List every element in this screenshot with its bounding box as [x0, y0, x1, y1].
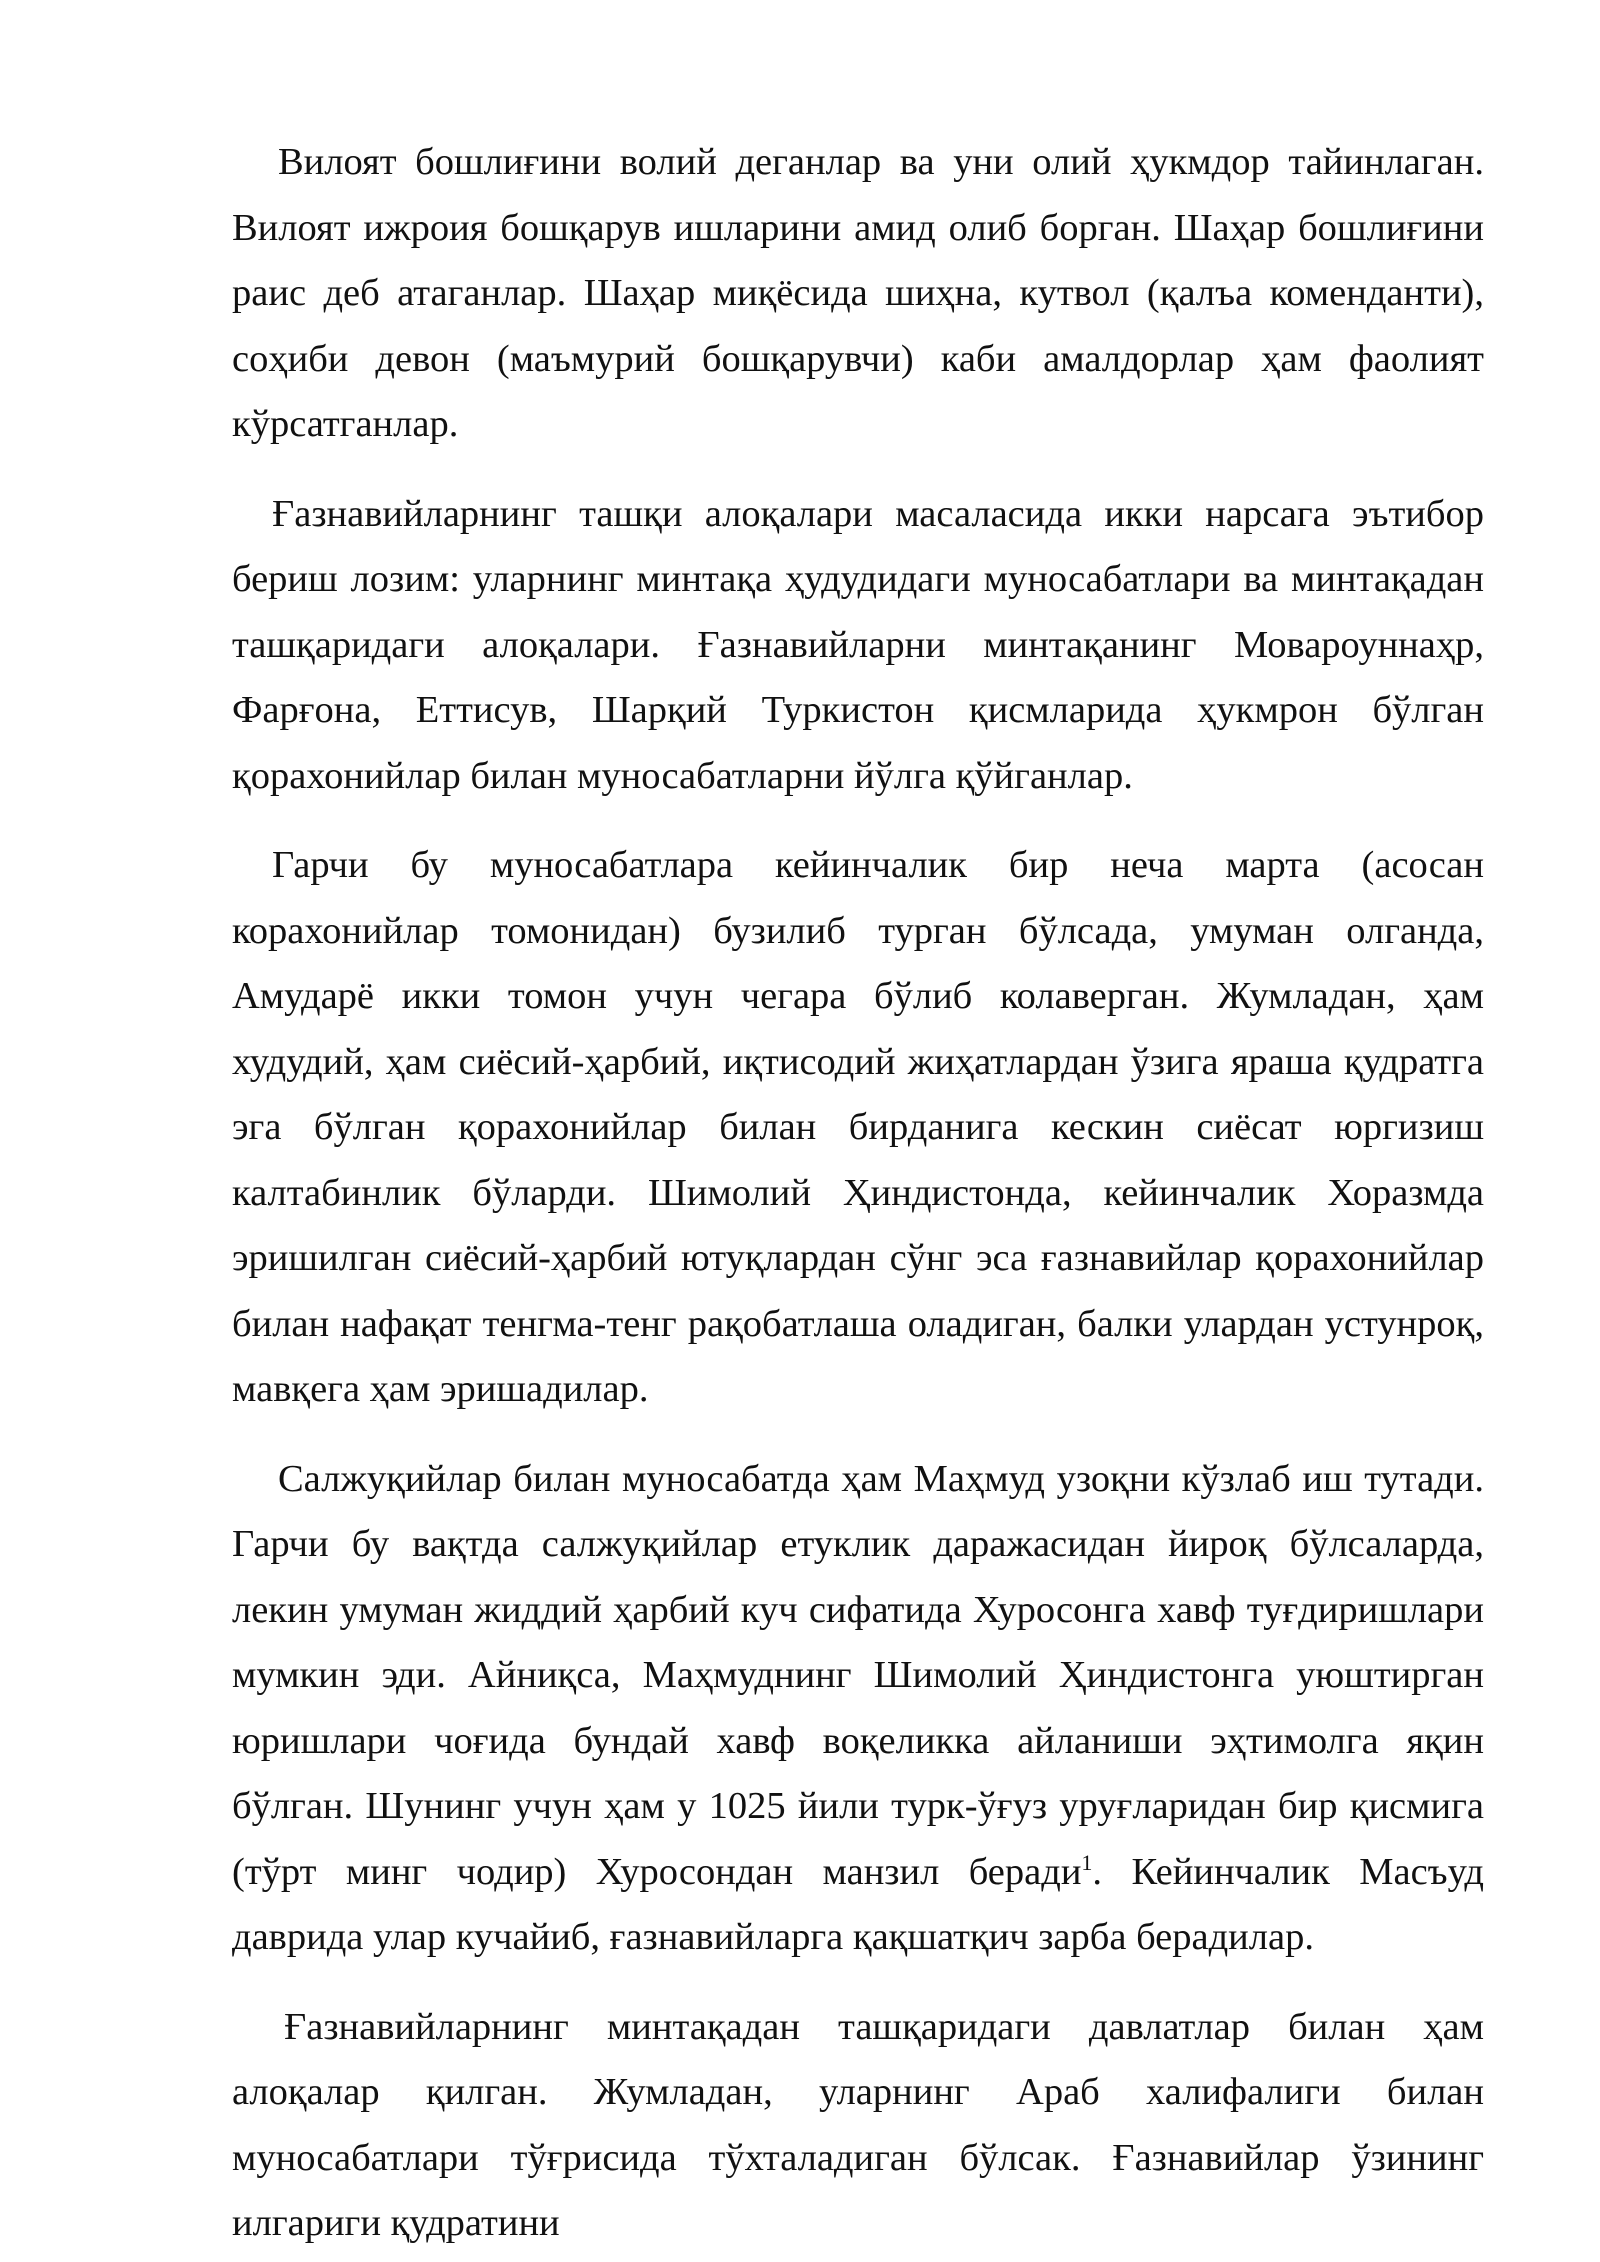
paragraph-foreign-relations: Ғазнавийларнинг ташқи алоқалари масаласида икки нарсага эътибор бериш лозим: уларнинг минтақа ҳудудидаги муносабатлари ва минтақадан ташқаридаги алоқалари. Ғазнавийларни минтақанинг Мовароуннаҳр, Фарғона, Еттисув, Шарқий Туркистон қисмларида ҳукмрон бўлган қорахонийлар билан муносабатларни йўлга қўйганлар. — [232, 492, 1484, 797]
paragraph-seljuk-relations — [232, 1447, 1484, 1971]
paragraph-external-states: Ғазнавийларнинг минтақадан ташқаридаги давлатлар билан ҳам алоқалар қилган. Жумладан, уларнинг Араб халифалиги билан муносабатлари тўғрисида тўхталадиган бўлсак. Ғазнавийлар ўзининг илгариги қудратини — [232, 2005, 1484, 2244]
paragraph-karakhanid-relations: Гарчи бу муносабатлара кейинчалик бир неча марта (асосан корахонийлар томонидан) бузилиб турган бўлсада, умуман олганда, Амударё икки томон учун чегара бўлиб колаверган. Жумладан, ҳам худудий, ҳам сиёсий-ҳарбий, иқтисодий жиҳатлардан ўзига яраша қудратга эга бўлган қорахонийлар билан бирданига кескин сиёсат юргизиш калтабинлик бўларди. Шимолий Ҳиндистонда, кейинчалик Хоразмда эришилган сиёсий-ҳарбий ютуқлардан сўнг эса ғазнавийлар қорахонийлар билан нафақат тенгма-тенг рақобатлаша оладиган, балки улардан устунроқ, мавқега ҳам эришадилар. — [232, 844, 1484, 1410]
paragraph-seljuk-text-end: . Кейинчалик Масъуд даврида улар кучайиб, ғазнавийларга қақшатқич зарба берадилар. — [232, 1850, 1484, 1958]
paragraph-provincial-administration: Вилоят бошлиғини волий деганлар ва уни олий ҳукмдор тайинлаган. Вилоят ижроия бошқарув ишларини амид олиб борган. Шаҳар бошлиғини раис деб атаганлар. Шаҳар миқёсида шиҳна, кутвол (қалъа коменданти), соҳиби девон (маъмурий бошқарувчи) каби амалдорлар ҳам фаолият кўрсатганлар. — [232, 141, 1484, 445]
footnote-reference[interactable]: 1 — [1081, 1849, 1093, 1875]
document-page — [232, 130, 1484, 2257]
paragraph-seljuk-text-start: Салжуқийлар билан муносабатда ҳам Маҳмуд узоқни кўзлаб иш тутади. Гарчи бу вақтда салжуқийлар етуклик даражасидан йироқ бўлсаларда, лекин умуман жиддий ҳарбий куч сифатида Хуросонга хавф туғдиришлари мумкин эди. Айниқса, Маҳмуднинг Шимолий Ҳиндистонга уюштирган юришлари чоғида бундай хавф воқеликка айланиши эҳтимолга яқин бўлган. Шунинг учун ҳам у 1025 йили турк-ўғуз уруғларидан бир қисмига (тўрт минг чодир) Хуросондан манзил беради — [232, 1457, 1484, 1893]
